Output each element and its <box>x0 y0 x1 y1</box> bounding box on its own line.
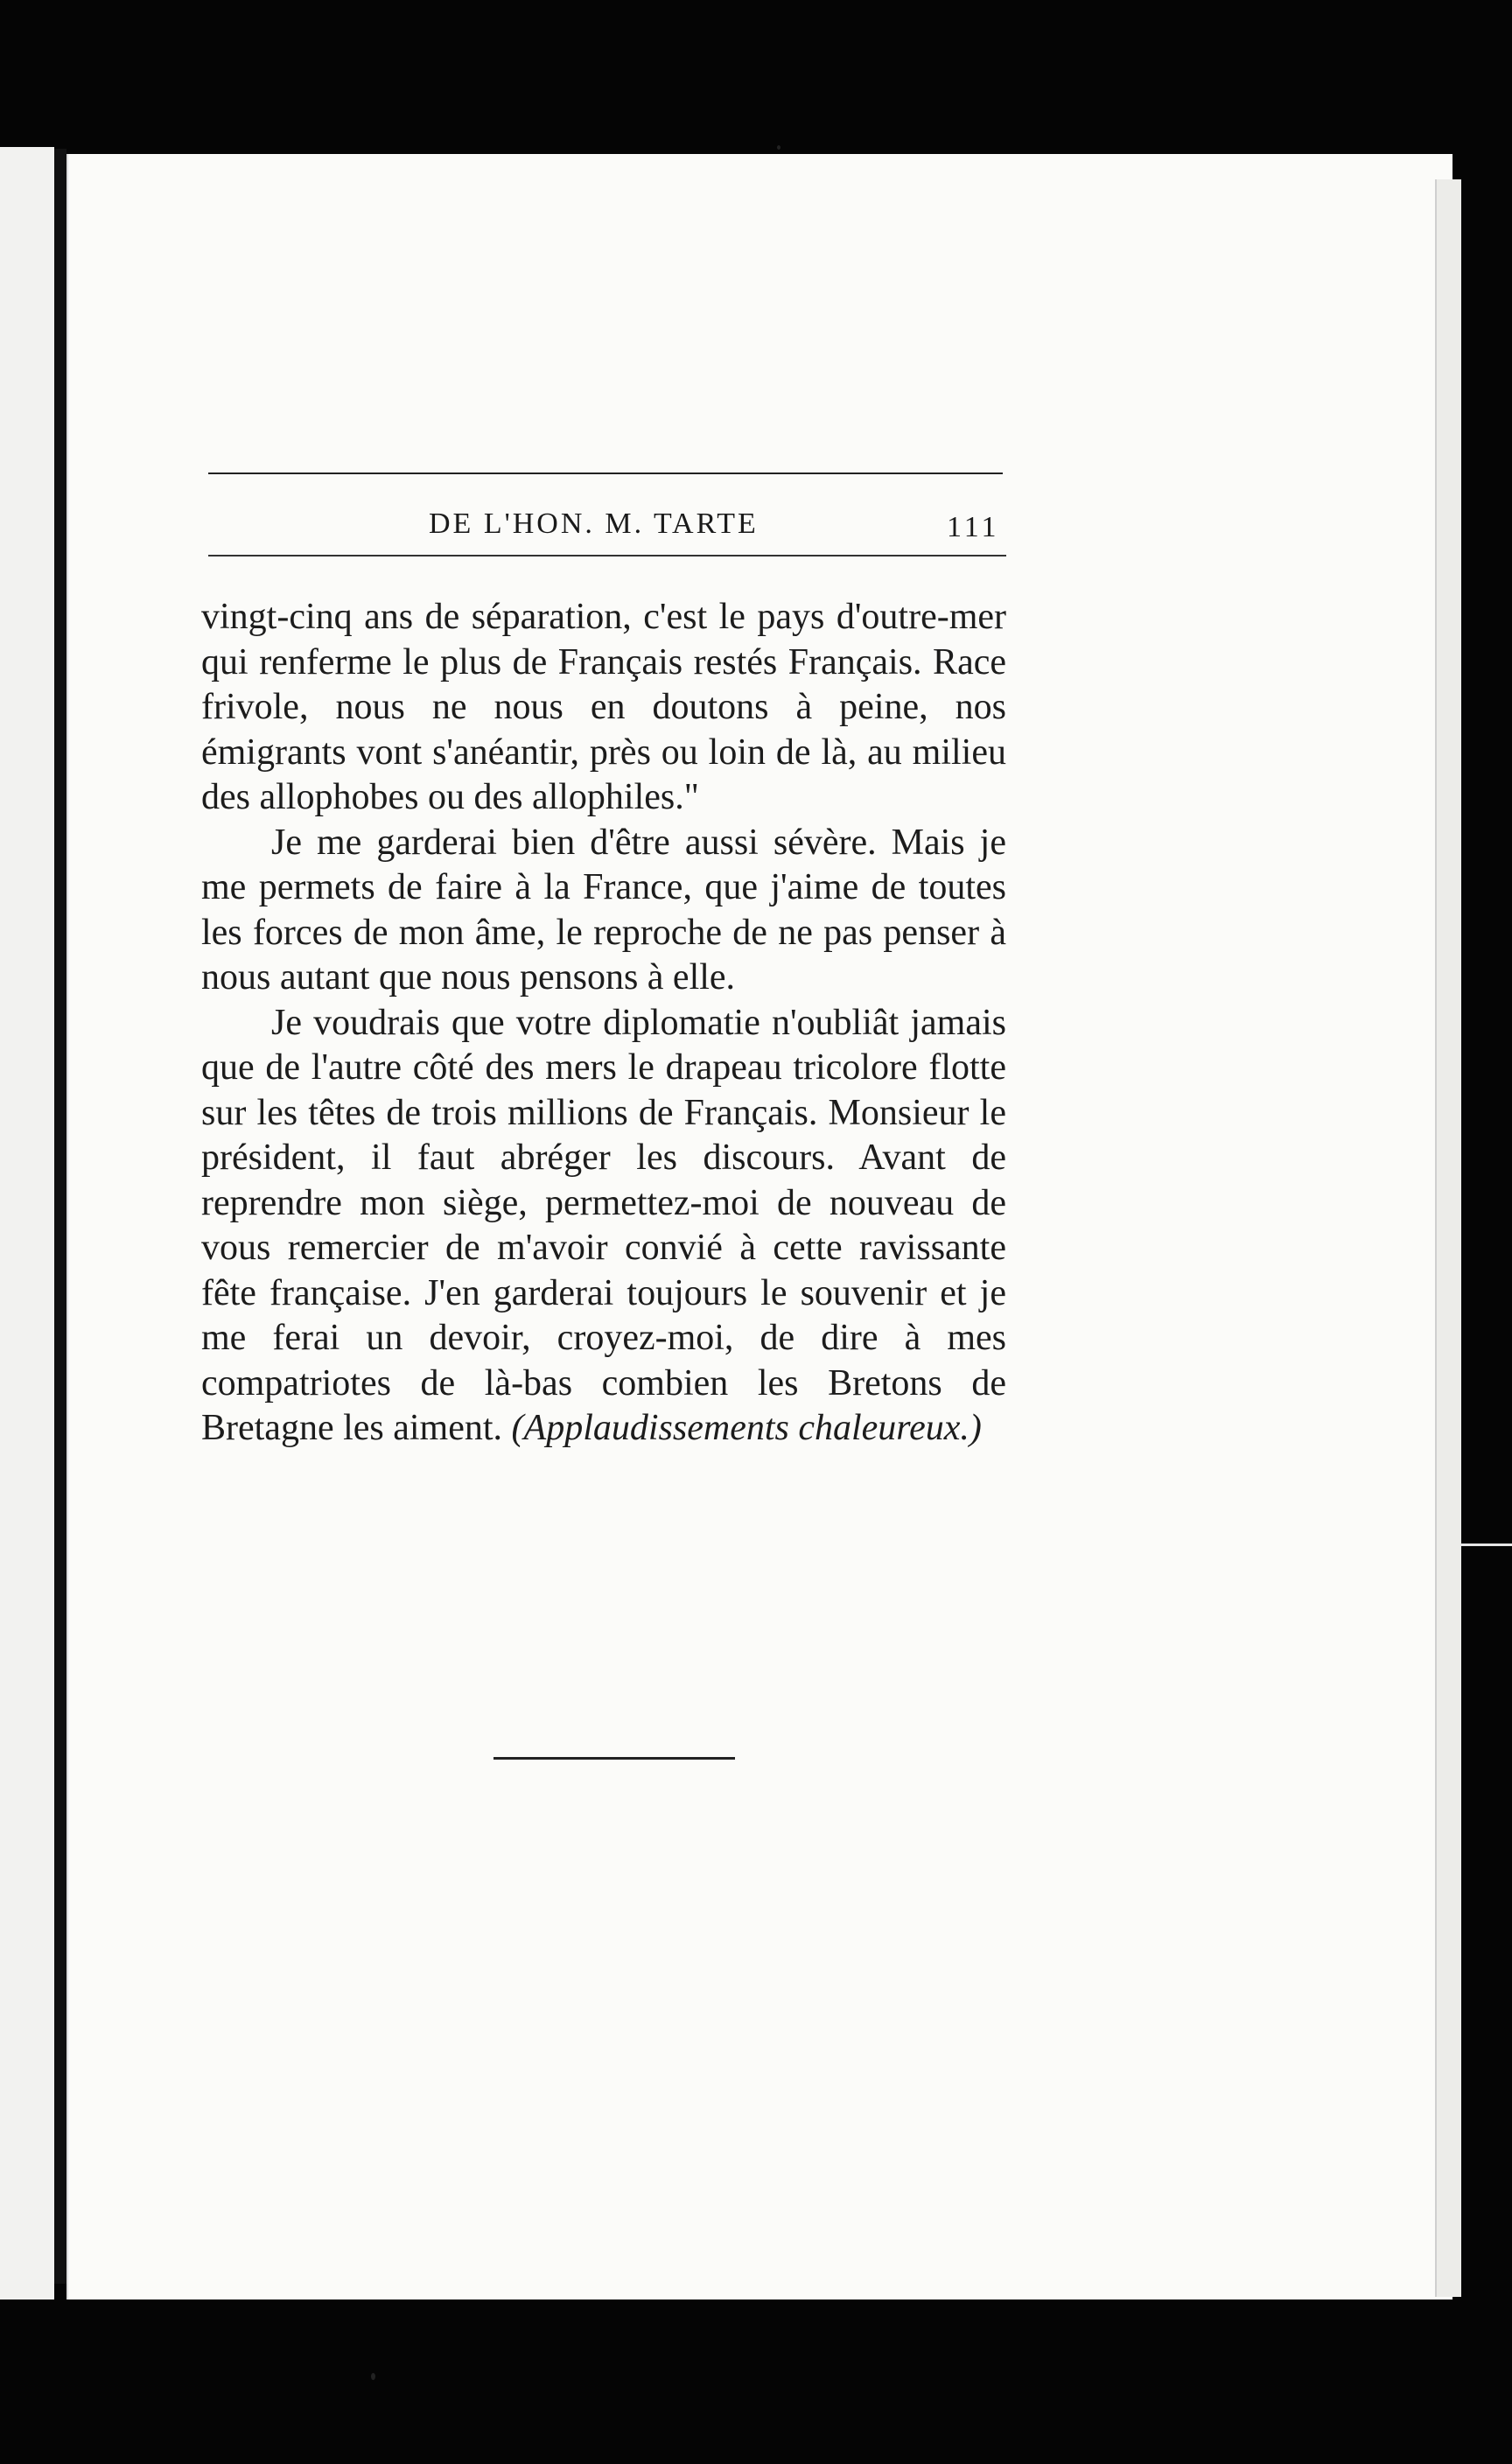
scan-mark <box>1461 1544 1512 1546</box>
scan-speck <box>371 2373 375 2380</box>
closing-rule <box>494 1757 735 1760</box>
facing-page-edge <box>0 147 54 2300</box>
paragraph-3 <box>201 1001 1006 1452</box>
stage-direction: (Applaudissements chaleureux.) <box>511 1408 982 1448</box>
book-spine <box>54 149 66 2284</box>
paragraph-3-text: Je voudrais que votre diplomatie n'oubliât jamais que de l'autre côté des mers le drapeau tricolore flotte sur les têtes de trois millions de Français. Monsieur le président, il faut abréger les discours. Avant de reprendre mon siège, permettez-moi de nouveau de vous remercier de m'avoir convié à cette ravissante fête française. J'en garderai toujours le souvenir et je me ferai un devoir, croyez-moi, de dire à mes compatriotes de là-bas combien les Bretons de Bretagne les aiment. <box>201 1002 1006 1448</box>
header-rule-bottom <box>208 555 1006 556</box>
paragraph-2 <box>201 821 1006 1001</box>
body-text <box>201 595 1006 1452</box>
paragraph-1-text: vingt-cinq ans de séparation, c'est le pays d'outre-mer qui renferme le plus de Français restés Français. Race frivole, nous ne nous en doutons à peine, nos émigrants vont s'anéantir, près ou loin de là, au milieu des allophobes ou des allophiles." <box>201 597 1006 817</box>
header-rule-top <box>208 472 1003 474</box>
page-fore-edge <box>1435 179 1461 2297</box>
page-number: 111 <box>947 511 1000 543</box>
paragraph-1 <box>201 595 1006 821</box>
paragraph-2-text: Je me garderai bien d'être aussi sévère. Mais je me permets de faire à la France, que j'aime de toutes les forces de mon âme, le reproche de ne pas penser à nous autant que nous pensons à elle. <box>201 822 1006 998</box>
scan-speck <box>777 145 780 150</box>
running-head: DE L'HON. M. TARTE <box>429 508 759 540</box>
